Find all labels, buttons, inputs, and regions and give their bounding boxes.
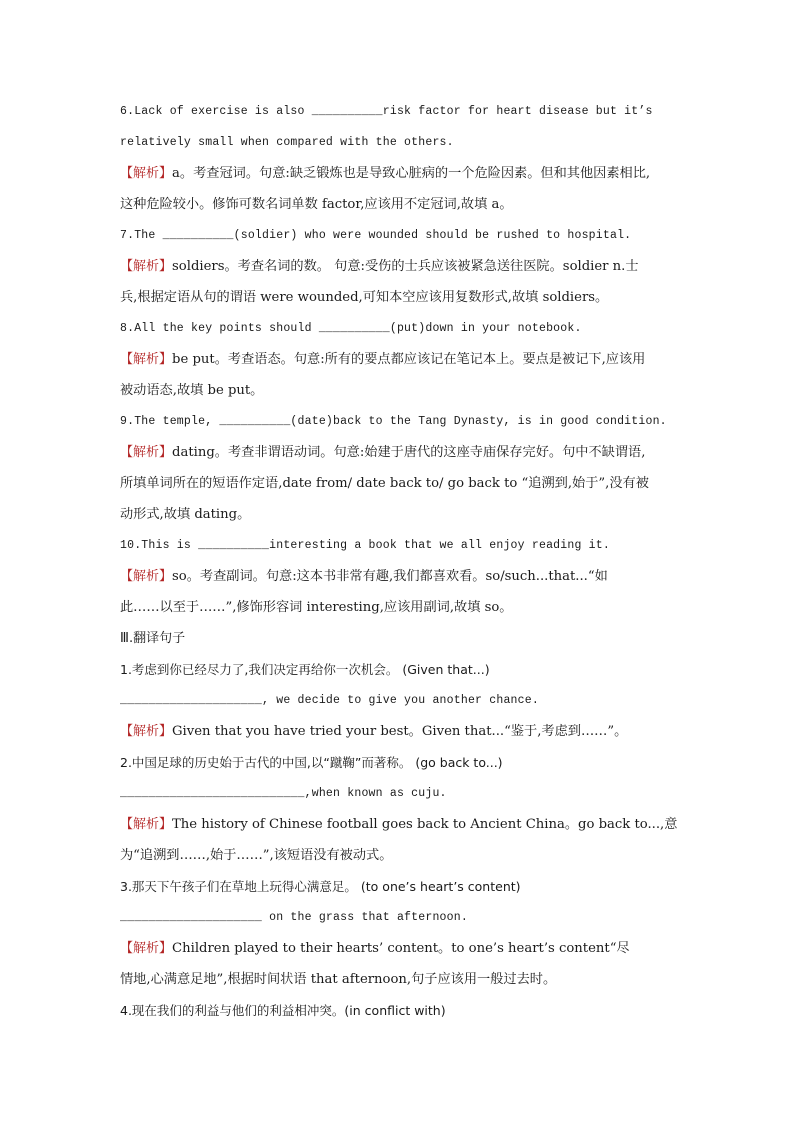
translation-prompt: 2.中国足球的历史始于古代的中国,以“蹴鞠”而著称。 (go back to...) (120, 755, 503, 770)
answer-line (120, 344, 680, 375)
answer-text: dating。考查非谓语动词。句意:始建于唐代的这座寺庙保存完好。句中不缺谓语, (172, 445, 646, 460)
answer-text: 被动语态,故填 be put。 (120, 383, 264, 398)
answer-text: soldiers。考查名词的数。 句意:受伤的士兵应该被紧急送往医院。soldier n.士 (172, 259, 639, 274)
question-text: 6.Lack of exercise is also __________risk factor for heart disease but it’s (120, 105, 653, 118)
answer-tag: 【解析】 (120, 817, 173, 832)
answer-text: 兵,根据定语从句的谓语 were wounded,可知本空应该用复数形式,故填 soldiers。 (120, 290, 609, 305)
answer-tag: 【解析】 (120, 259, 173, 274)
answer-text: 情地,心满意足地”,根据时间状语 that afternoon,句子应该用一般过去时。 (120, 972, 557, 987)
translation-prompt: 4.现在我们的利益与他们的利益相冲突。(in conflict with) (120, 1003, 446, 1018)
answer-text: The history of Chinese football goes back to Ancient China。go back to...,意 (172, 817, 678, 832)
answer-blank-line: ____________________ on the grass that afternoon. (120, 911, 468, 924)
answer-tag: 【解析】 (120, 166, 173, 181)
translation-prompt: 1.考虑到你已经尽力了,我们决定再给你一次机会。 (Given that...) (120, 662, 490, 677)
answer-tag: 【解析】 (120, 445, 173, 460)
answer-text: 动形式,故填 dating。 (120, 507, 251, 522)
answer-tag: 【解析】 (120, 724, 173, 739)
answer-text: a。考查冠词。句意:缺乏锻炼也是导致心脏病的一个危险因素。但和其他因素相比, (172, 166, 651, 181)
section-heading: Ⅲ.翻译句子 (120, 631, 186, 646)
answer-tag: 【解析】 (120, 352, 173, 367)
answer-text: Given that you have tried your best。Given that...“鉴于,考虑到……”。 (172, 724, 628, 739)
answer-tag: 【解析】 (120, 569, 173, 584)
answer-blank-line: ____________________, we decide to give you another chance. (120, 694, 539, 707)
answer-text: 为“追溯到……,始于……”,该短语没有被动式。 (120, 848, 393, 863)
answer-text: 这种危险较小。修饰可数名词单数 factor,应该用不定冠词,故填 a。 (120, 197, 513, 212)
answer-line (120, 561, 680, 592)
answer-line (120, 933, 680, 964)
answer-blank-line: __________________________,when known as cuju. (120, 787, 447, 800)
answer-text: Children played to their hearts’ content。to one’s heart’s content“尽 (172, 941, 630, 956)
translation-prompt: 3.那天下午孩子们在草地上玩得心满意足。 (to one’s heart’s content) (120, 879, 521, 894)
answer-line (120, 158, 680, 189)
document-page (120, 96, 680, 1026)
answer-line (120, 809, 680, 840)
answer-line (120, 716, 680, 747)
answer-text: be put。考查语态。句意:所有的要点都应该记在笔记本上。要点是被记下,应该用 (172, 352, 646, 367)
question-text: 10.This is __________interesting a book that we all enjoy reading it. (120, 539, 610, 552)
answer-text: 此……以至于……”,修饰形容词 interesting,应该用副词,故填 so。 (120, 600, 513, 615)
question-text: 9.The temple, __________(date)back to the Tang Dynasty, is in good condition. (120, 415, 667, 428)
question-text: relatively small when compared with the others. (120, 136, 454, 149)
question-text: 8.All the key points should __________(put)down in your notebook. (120, 322, 582, 335)
answer-line (120, 251, 680, 282)
answer-tag: 【解析】 (120, 941, 173, 956)
question-text: 7.The __________(soldier) who were wounded should be rushed to hospital. (120, 229, 632, 242)
answer-line (120, 437, 680, 468)
answer-text: so。考查副词。句意:这本书非常有趣,我们都喜欢看。so/such...that...“如 (172, 569, 608, 584)
answer-text: 所填单词所在的短语作定语,date from/ date back to/ go back to “追溯到,始于”,没有被 (120, 476, 649, 491)
